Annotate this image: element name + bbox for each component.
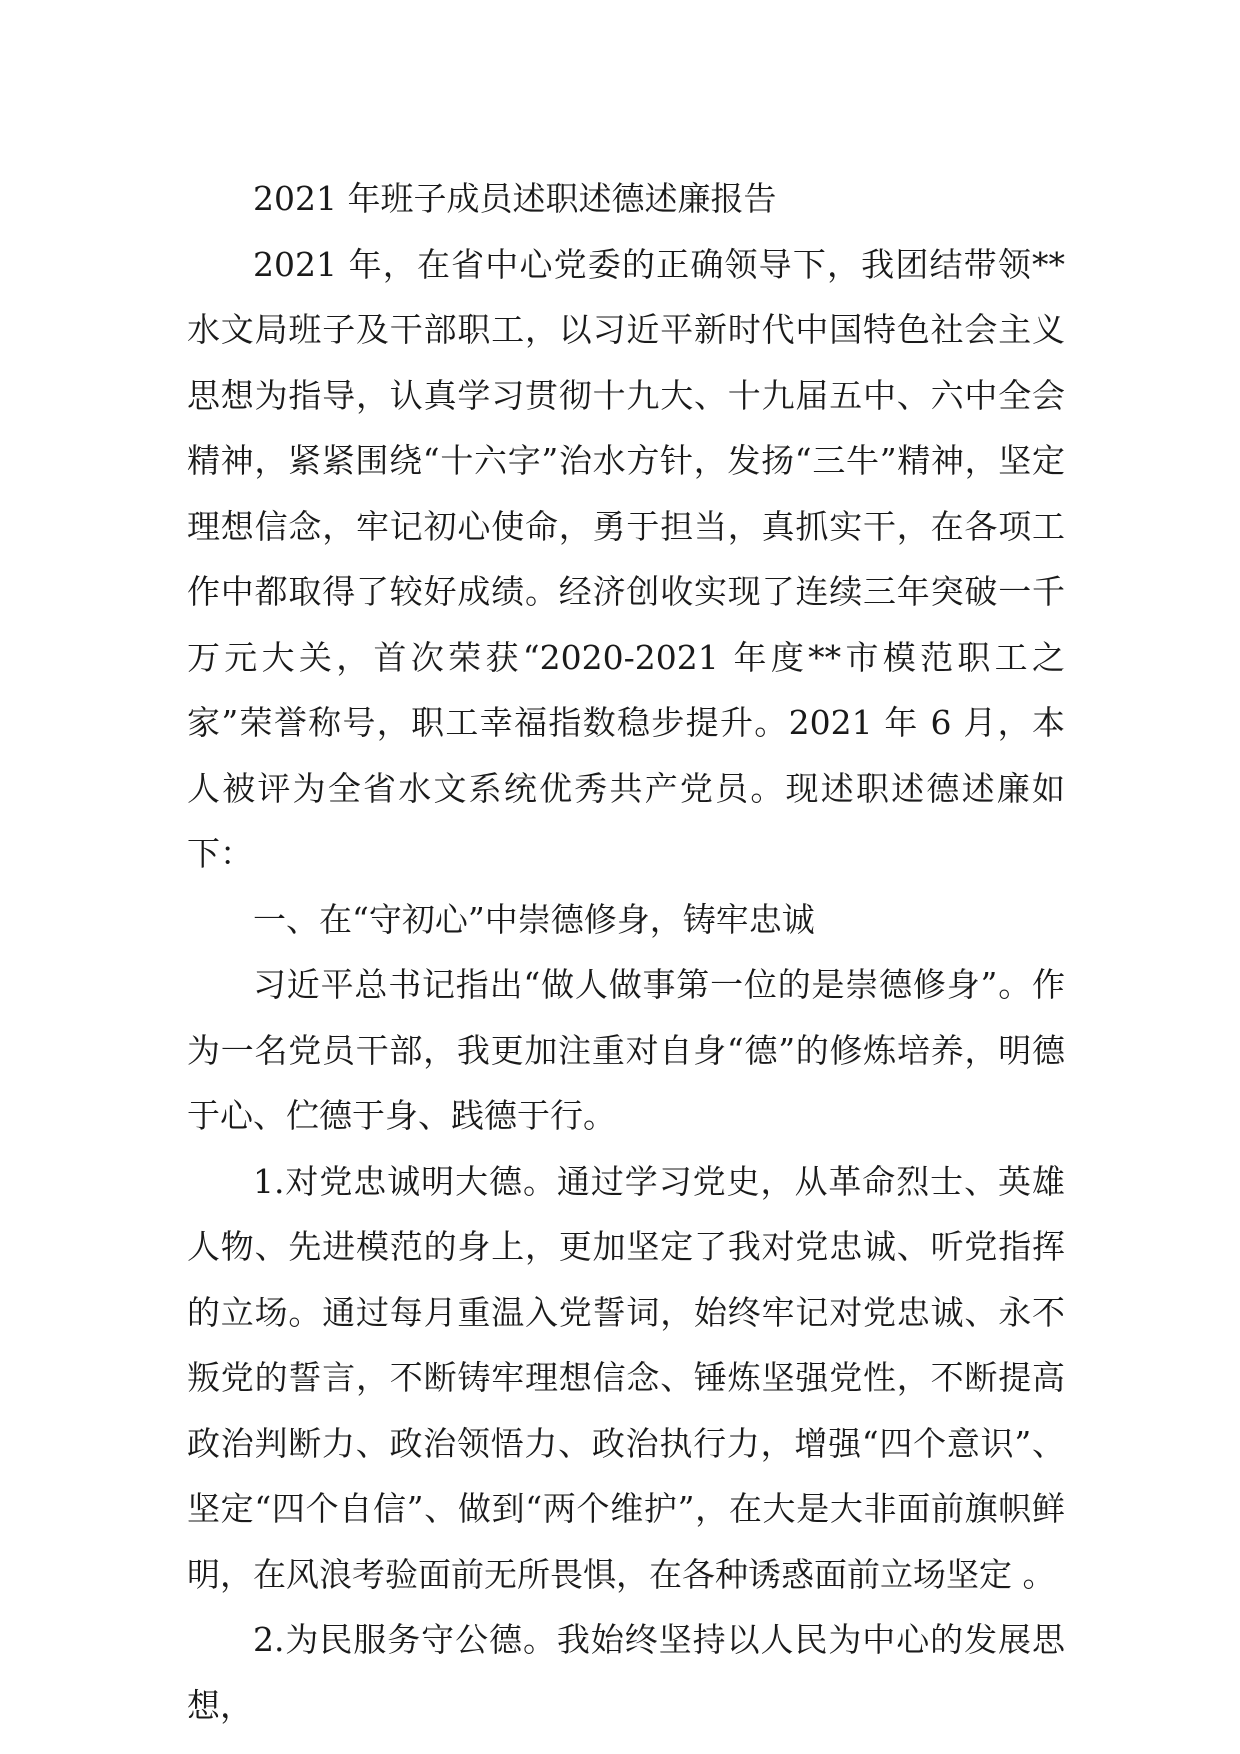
paragraph-item-2: 2.为民服务守公德。我始终坚持以人民为中心的发展思想，	[187, 1620, 1065, 1725]
section-heading-1: 一、在“守初心”中崇德修身，铸牢忠诚	[253, 899, 815, 939]
paragraph-section-1-intro: 习近平总书记指出“做人做事第一位的是崇德修身”。作为一名党员干部，我更加注重对自身“德”的修炼培养，明德于心、伫德于身、践德于行。	[187, 965, 1065, 1135]
document-body	[187, 166, 1065, 1738]
document-title: 2021 年班子成员述职述德述廉报告	[253, 179, 777, 218]
paragraph-item-1: 1.对党忠诚明大德。通过学习党史，从革命烈士、英雄人物、先进模范的身上，更加坚定了我对党忠诚、听党指挥的立场。通过每月重温入党誓词，始终牢记对党忠诚、永不叛党的誓言，不断铸牢理想信念、锤炼坚强党性，不断提高政治判断力、政治领悟力、政治执行力，增强“四个意识”、坚定“四个自信”、做到“两个维护”，在大是大非面前旗帜鲜明，在风浪考验面前无所畏惧，在各种诱惑面前立场坚定 。	[187, 1161, 1065, 1594]
paragraph-intro: 2021 年，在省中心党委的正确领导下，我团结带领**水文局班子及干部职工，以习近平新时代中国特色社会主义思想为指导，认真学习贯彻十九大、十九届五中、六中全会精神，紧紧围绕“十六字”治水方针，发扬“三牛”精神，坚定理想信念，牢记初心使命，勇于担当，真抓实干，在各项工作中都取得了较好成绩。经济创收实现了连续三年突破一千万元大关，首次荣获“2020-2021 年度**市模范职工之家”荣誉称号，职工幸福指数稳步提升。2021 年 6 月，本人被评为全省水文系统优秀共产党员。现述职述德述廉如下：	[187, 244, 1065, 873]
